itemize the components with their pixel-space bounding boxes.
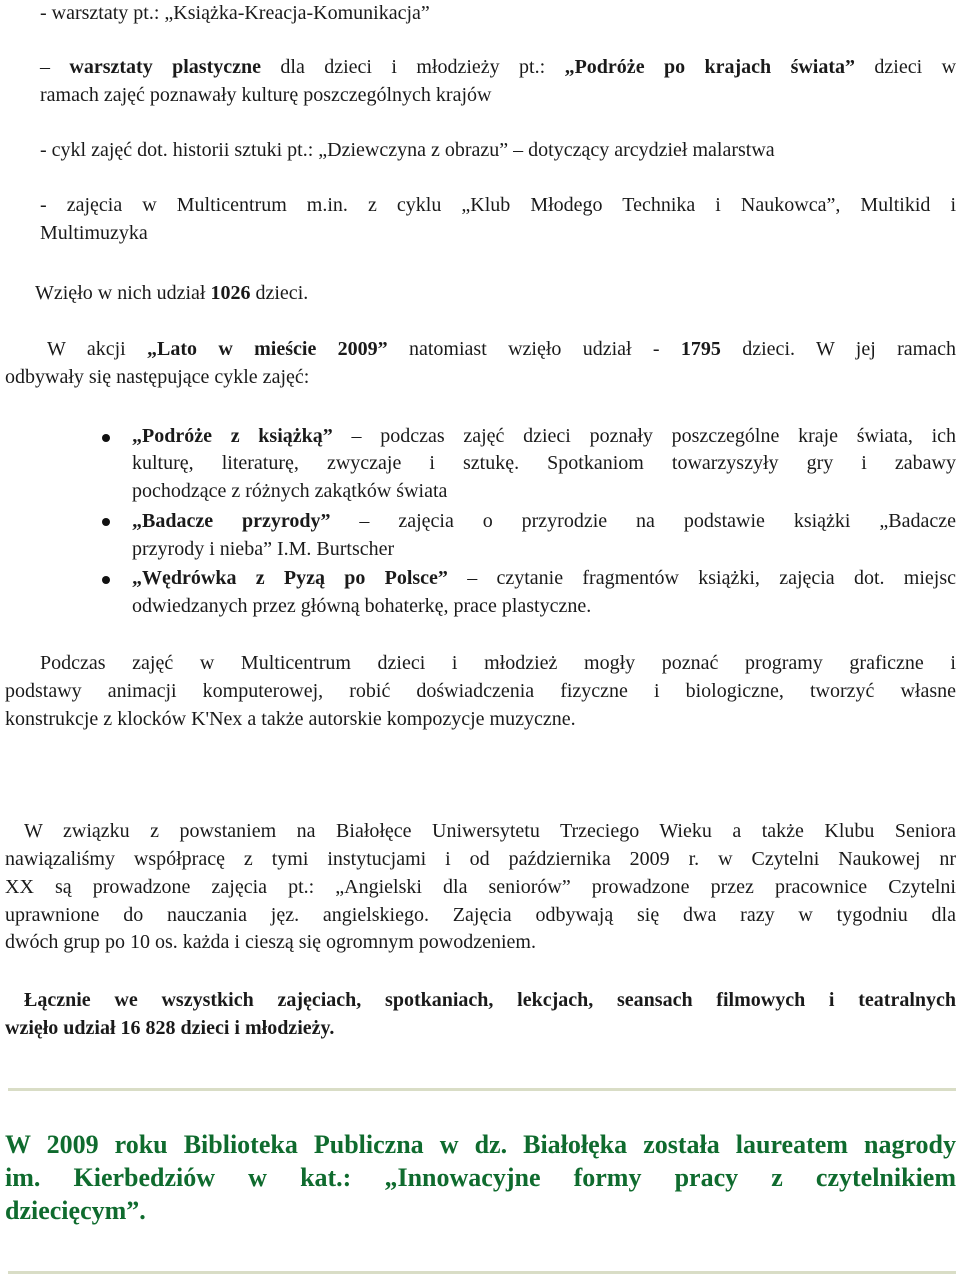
summary-line: wzięło udział 16 828 dzieci i młodzieży. — [5, 1017, 335, 1039]
paragraph-line: dwóch grup po 10 os. każda i cieszą się ogromnym powodzeniem. — [5, 931, 536, 953]
list-item: „Badacze przyrody” – zajęcia o przyrodzie na podstawie książki „Badacze — [132, 510, 956, 532]
bullet-dot-icon — [102, 576, 110, 584]
paragraph-line: nawiązaliśmy współpracę z tymi instytucjami i od października 2009 r. w Czytelni Naukowej nr — [5, 848, 956, 870]
line-warsztaty-ksiazka: - warsztaty pt.: „Książka-Kreacja-Komunikacja” — [40, 2, 430, 24]
list-item: „Podróże z książką” – podczas zajęć dzieci poznały poszczególne kraje świata, ich — [132, 425, 957, 447]
line-multicentrum: - zajęcia w Multicentrum m.in. z cyklu „Klub Młodego Technika i Naukowca”, Multikid i — [40, 194, 956, 216]
divider-top — [8, 1088, 956, 1091]
award-line: W 2009 roku Biblioteka Publiczna w dz. Białołęka została laureatem nagrody — [5, 1130, 956, 1159]
bullet-dot-icon — [102, 518, 110, 526]
line-warsztaty-plastyczne: – warsztaty plastyczne dla dzieci i młodzieży pt.: „Podróże po krajach świata” dzieci w — [40, 56, 957, 78]
award-line: im. Kierbedziów w kat.: „Innowacyjne formy pracy z czytelnikiem — [5, 1163, 956, 1192]
list-item-line: przyrody i nieba” I.M. Burtscher — [132, 538, 395, 560]
paragraph-line: podstawy animacji komputerowej, robić doświadczenia fizyczne i biologiczne, tworzyć własne — [5, 680, 956, 702]
paragraph-line: uprawnione do nauczania jęz. angielskiego. Zajęcia odbywają się dwa razy w tygodniu dla — [5, 904, 956, 926]
award-line: dziecięcym”. — [5, 1196, 146, 1225]
paragraph-line: XX są prowadzone zajęcia pt.: „Angielski dla seniorów” prowadzone przez pracownice Czytelni — [5, 876, 956, 898]
summary-line: Łącznie we wszystkich zajęciach, spotkaniach, lekcjach, seansach filmowych i teatralnych — [24, 989, 956, 1011]
paragraph-line: Podczas zajęć w Multicentrum dzieci i młodzież mogły poznać programy graficzne i — [40, 652, 956, 674]
line-lato-w-miescie: W akcji „Lato w mieście 2009” natomiast wzięło udział - 1795 dzieci. W jej ramach — [47, 338, 956, 360]
divider-bottom — [8, 1271, 956, 1274]
list-item-line: kulturę, literaturę, zwyczaje i sztukę. Spotkaniom towarzyszyły gry i zabawy — [132, 452, 956, 474]
line-multimuzyka: Multimuzyka — [40, 222, 148, 244]
line-odbywaly-sie: odbywały się następujące cykle zajęć: — [5, 366, 310, 388]
bullet-dot-icon — [102, 434, 110, 442]
list-item-line: pochodzące z różnych zakątków świata — [132, 480, 448, 502]
list-item: „Wędrówka z Pyzą po Polsce” – czytanie fragmentów książki, zajęcia dot. miejsc — [132, 567, 956, 589]
line-cykl-historii-sztuki: - cykl zajęć dot. historii sztuki pt.: „Dziewczyna z obrazu” – dotyczący arcydzieł malarstwa — [40, 139, 775, 161]
paragraph-line: konstrukcje z klocków K'Nex a także autorskie kompozycje muzyczne. — [5, 708, 576, 730]
line-ramach-zajec: ramach zajęć poznawały kulturę poszczególnych krajów — [40, 84, 492, 106]
line-wzielo-1026: Wzięło w nich udział 1026 dzieci. — [35, 282, 309, 304]
paragraph-line: W związku z powstaniem na Białołęce Uniwersytetu Trzeciego Wieku a także Klubu Seniora — [24, 820, 956, 842]
list-item-line: odwiedzanych przez główną bohaterkę, prace plastyczne. — [132, 595, 592, 617]
